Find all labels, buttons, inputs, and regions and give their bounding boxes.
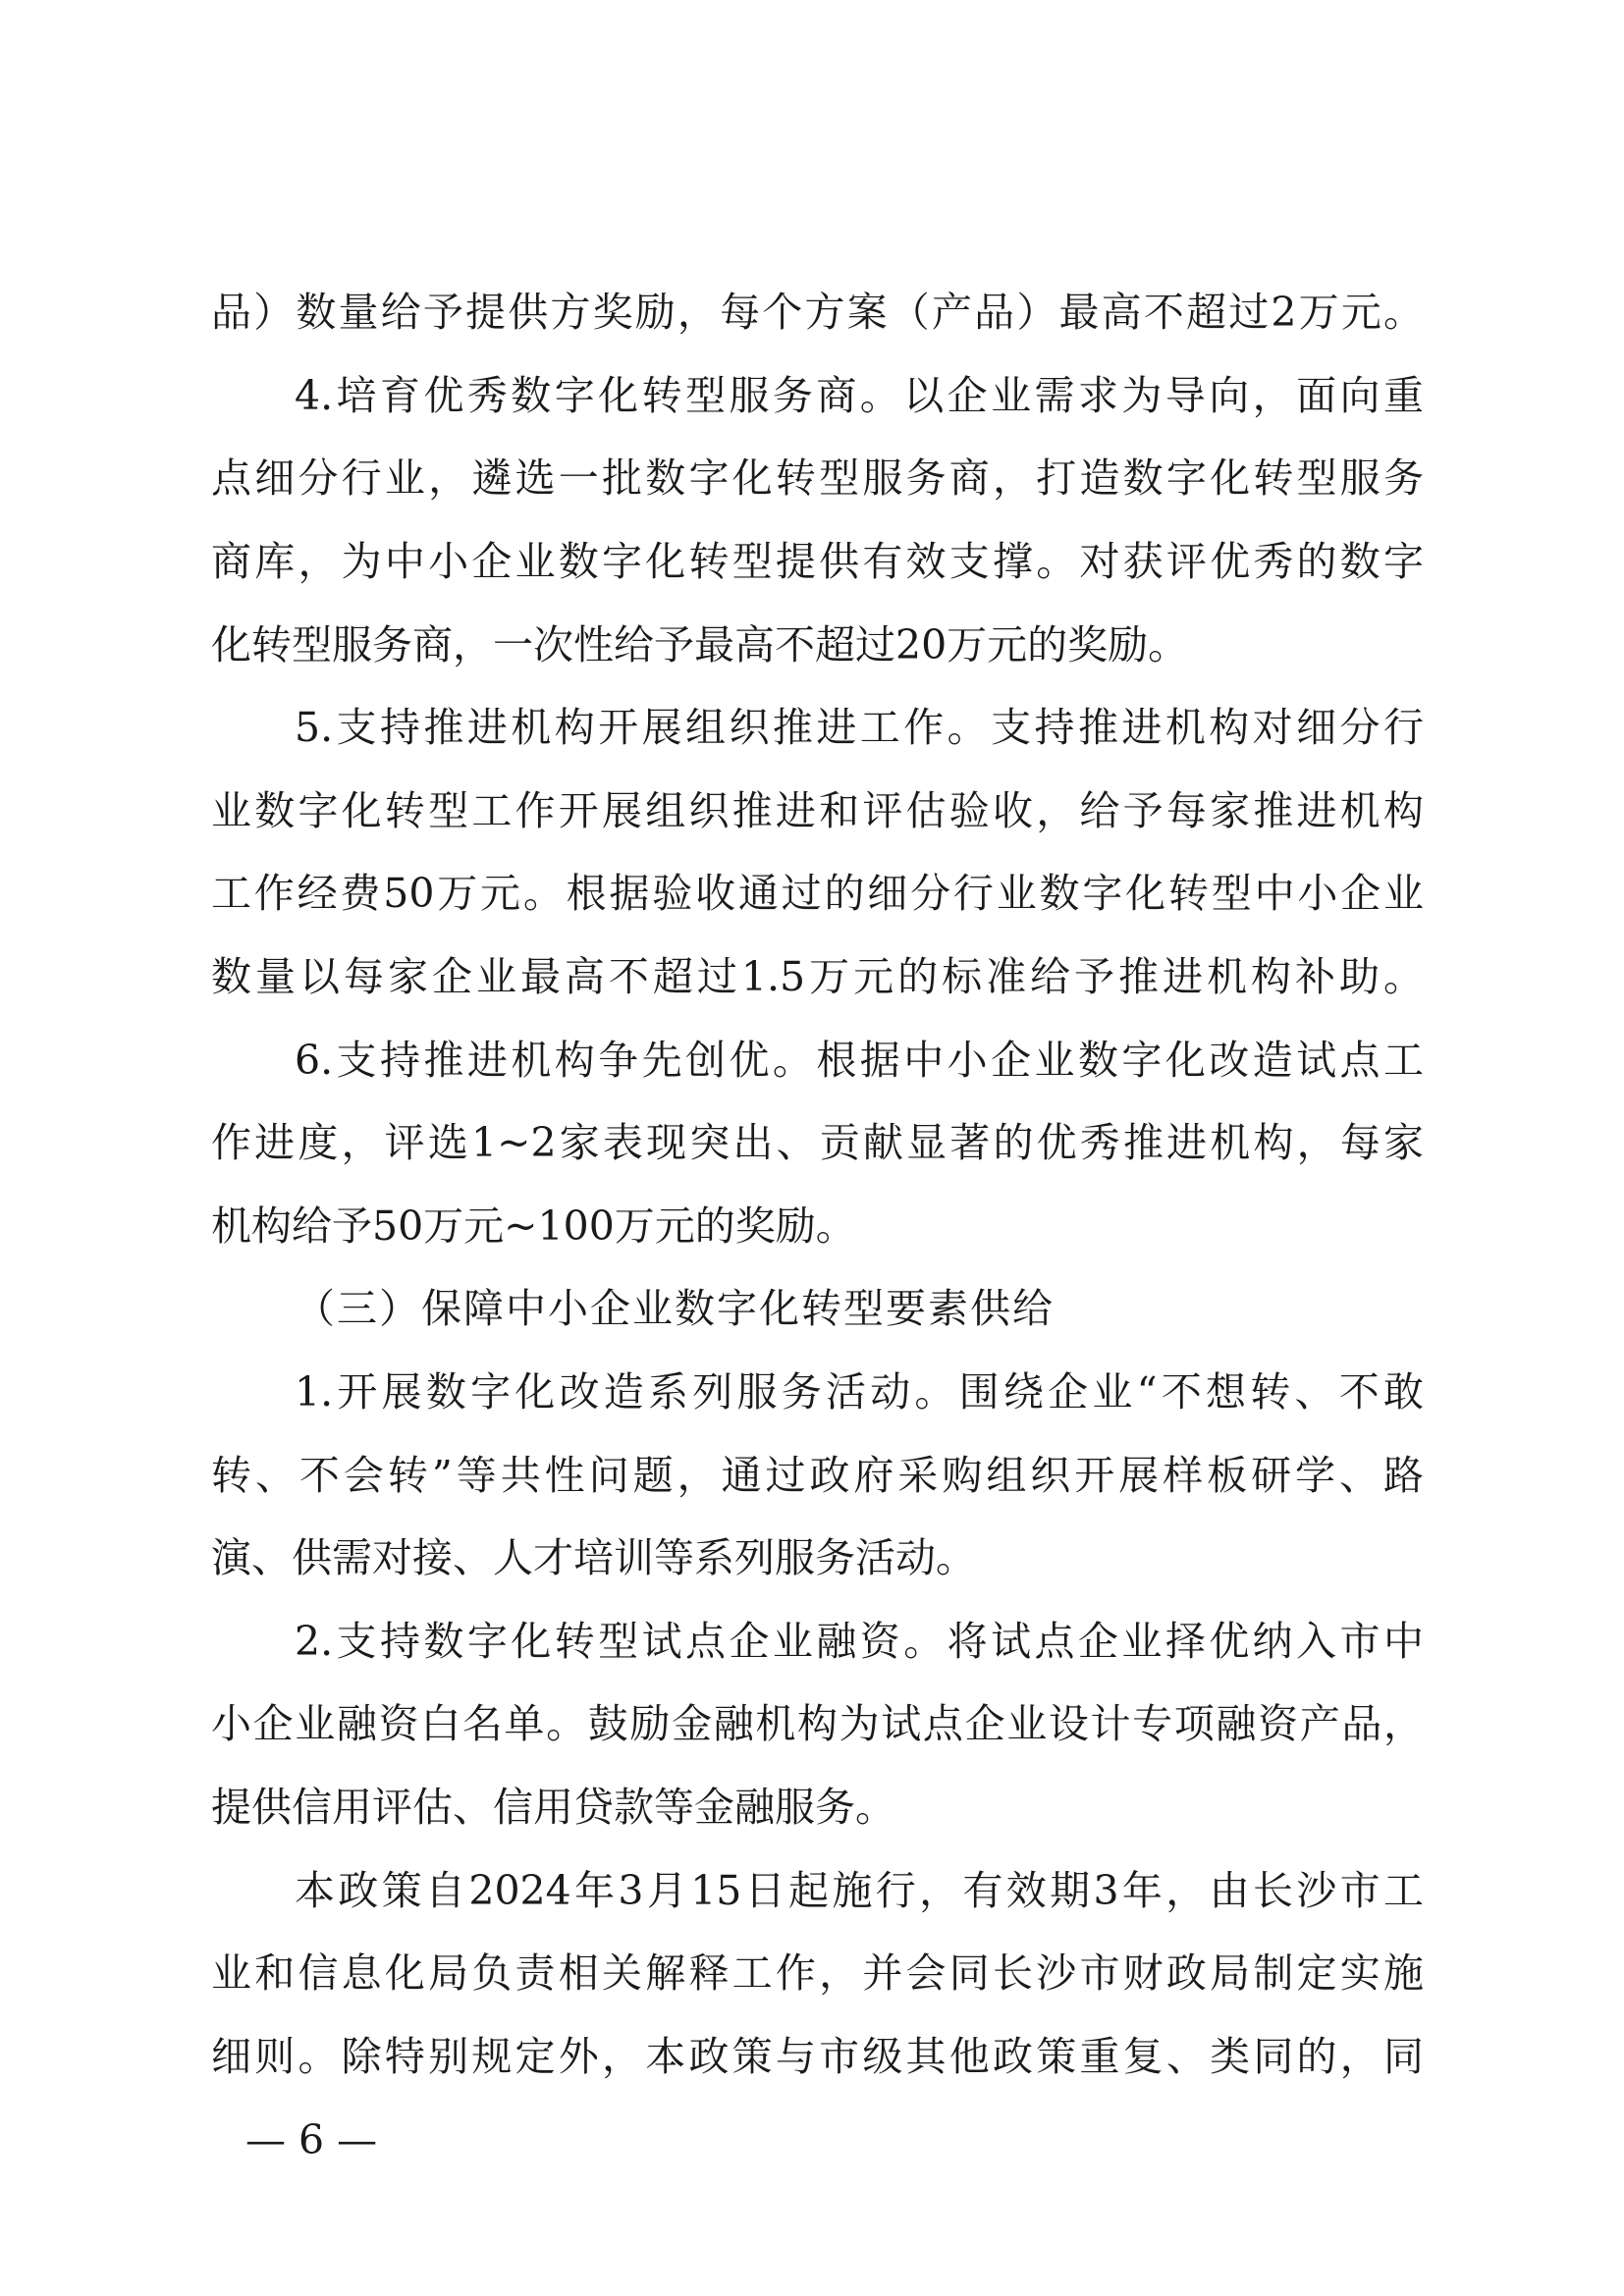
paragraph-line: 品）数量给予提供方奖励，每个方案（产品）最高不超过2万元。 (211, 289, 1424, 336)
paragraph-line: 4.培育优秀数字化转型服务商。以企业需求为导向，面向重 (295, 372, 1424, 419)
page-number: — 6 — (245, 2116, 378, 2163)
paragraph-line: 6.支持推进机构争先创优。根据中小企业数字化改造试点工 (295, 1037, 1424, 1084)
paragraph-line: 业数字化转型工作开展组织推进和评估验收，给予每家推进机构 (211, 787, 1424, 834)
paragraph-line: 5.支持推进机构开展组织推进工作。支持推进机构对细分行 (295, 704, 1424, 751)
paragraph-line: 小企业融资白名单。鼓励金融机构为试点企业设计专项融资产品， (211, 1700, 1424, 1747)
paragraph-line: 1.开展数字化改造系列服务活动。围绕企业“不想转、不敢 (295, 1368, 1424, 1415)
paragraph-line: 点细分行业，遴选一批数字化转型服务商，打造数字化转型服务 (211, 454, 1424, 502)
paragraph-line: 工作经费50万元。根据验收通过的细分行业数字化转型中小企业 (211, 870, 1424, 917)
paragraph-line: 作进度，评选1~2家表现突出、贡献显著的优秀推进机构，每家 (211, 1119, 1424, 1166)
paragraph-line: 演、供需对接、人才培训等系列服务活动。 (211, 1534, 976, 1581)
paragraph-line: 提供信用评估、信用贷款等金融服务。 (211, 1784, 895, 1831)
paragraph-line: 2.支持数字化转型试点企业融资。将试点企业择优纳入市中 (295, 1618, 1424, 1665)
paragraph-line: 本政策自2024年3月15日起施行，有效期3年，由长沙市工 (295, 1867, 1424, 1914)
paragraph-line: 转、不会转”等共性问题，通过政府采购组织开展样板研学、路 (211, 1452, 1424, 1499)
paragraph-line: 数量以每家企业最高不超过1.5万元的标准给予推进机构补助。 (211, 953, 1424, 1000)
paragraph-line: 化转型服务商，一次性给予最高不超过20万元的奖励。 (211, 621, 1189, 668)
section-heading: （三）保障中小企业数字化转型要素供给 (295, 1285, 1055, 1332)
paragraph-line: 商库，为中小企业数字化转型提供有效支撑。对获评优秀的数字 (211, 538, 1424, 585)
paragraph-line: 业和信息化局负责相关解释工作，并会同长沙市财政局制定实施 (211, 1949, 1424, 1997)
paragraph-line: 细则。除特别规定外，本政策与市级其他政策重复、类同的，同 (211, 2033, 1424, 2080)
paragraph-line: 机构给予50万元~100万元的奖励。 (211, 1202, 856, 1250)
